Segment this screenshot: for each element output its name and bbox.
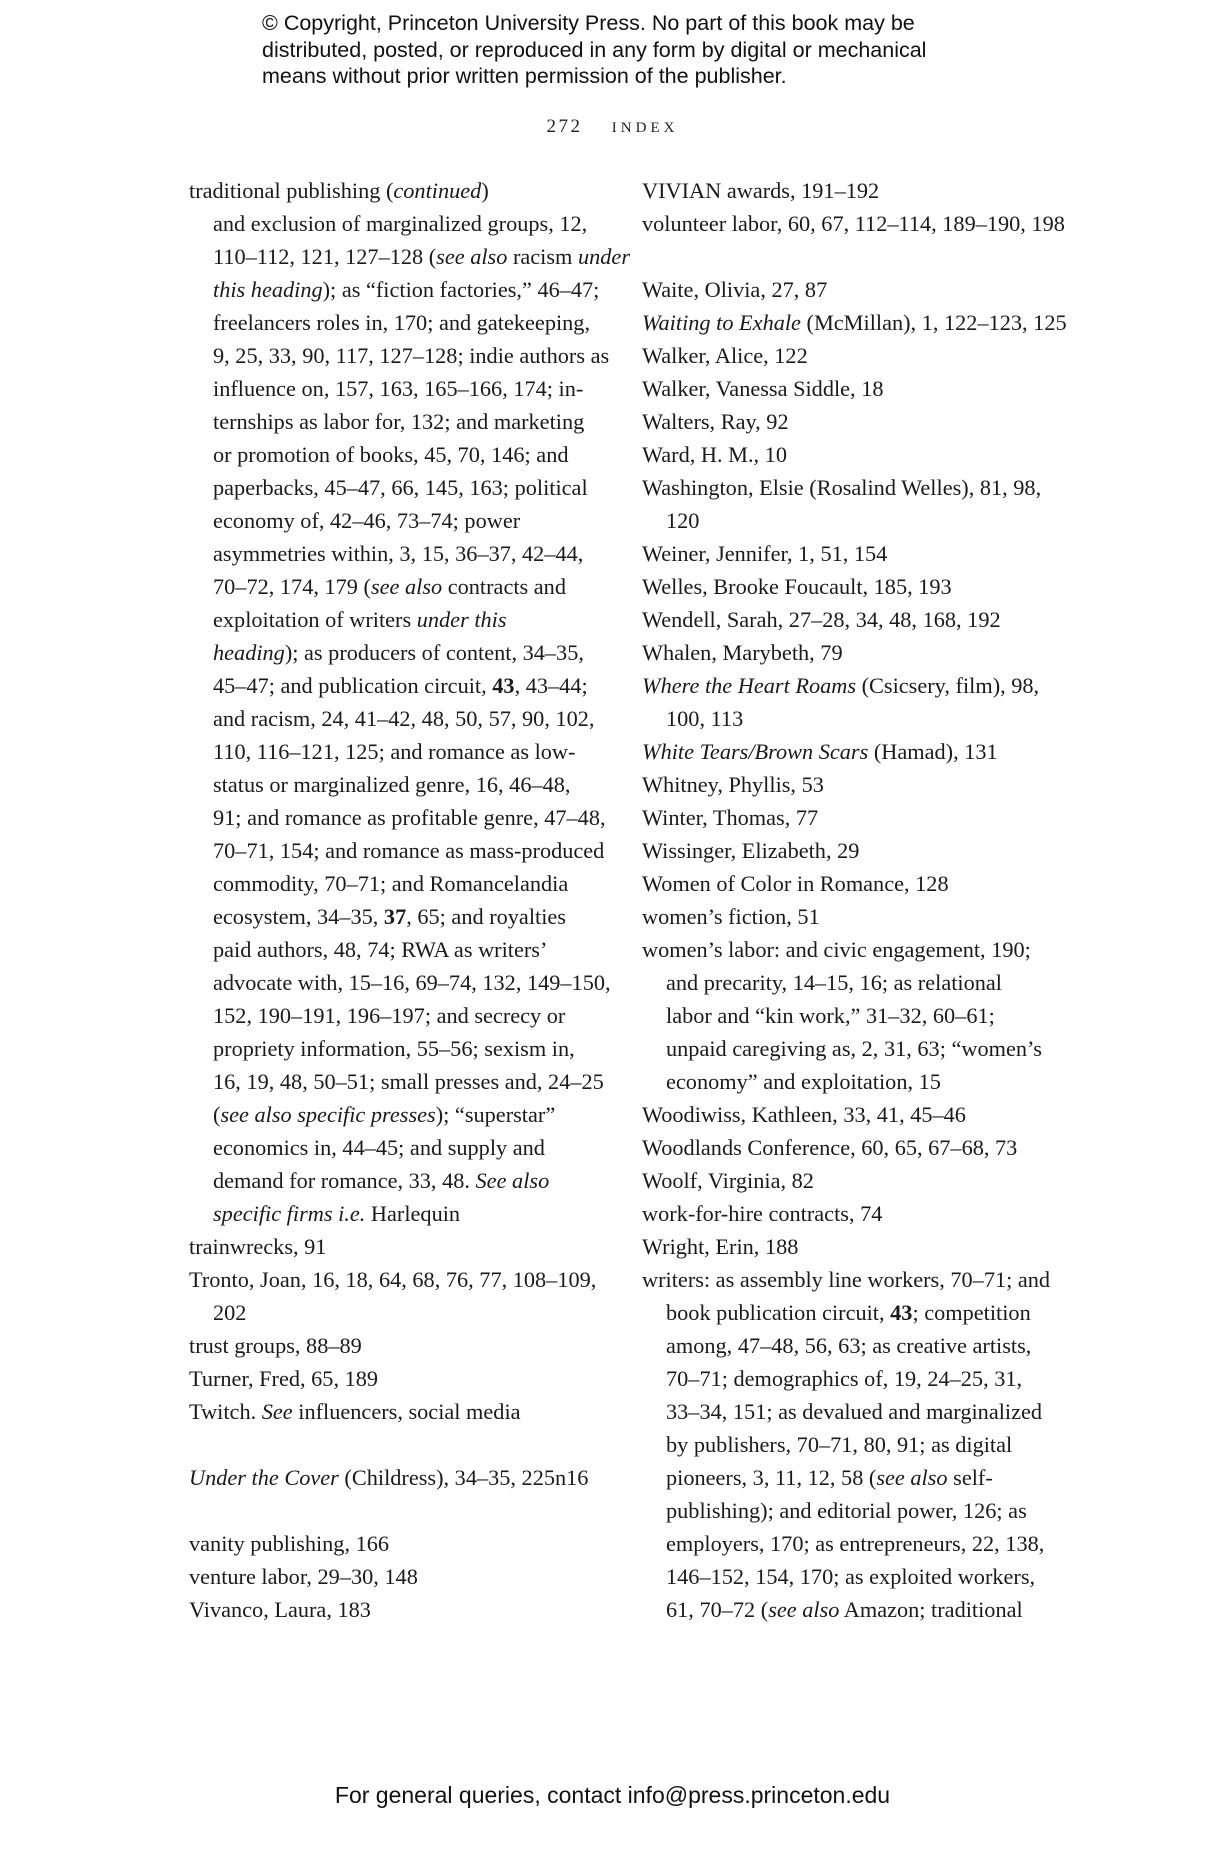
index-entry: work-for-hire contracts, 74 xyxy=(642,1201,883,1226)
footer-contact: For general queries, contact info@press.princeton.edu xyxy=(334,1782,891,1808)
index-entry: Turner, Fred, 65, 189 xyxy=(189,1366,379,1391)
index-entry-continuation: exploitation of writers under this xyxy=(213,607,507,632)
index-entry-continuation: 202 xyxy=(213,1300,247,1325)
index-entry: Washington, Elsie (Rosalind Welles), 81, 98, xyxy=(642,475,1042,500)
index-entry-continuation: propriety information, 55–56; sexism in, xyxy=(213,1036,575,1061)
index-entry: venture labor, 29–30, 148 xyxy=(189,1564,418,1589)
index-entry: Under the Cover (Childress), 34–35, 225n16 xyxy=(189,1465,589,1490)
index-entry: trust groups, 88–89 xyxy=(189,1333,362,1358)
index-entry: writers: as assembly line workers, 70–71; and xyxy=(642,1267,1051,1292)
index-entry: Wendell, Sarah, 27–28, 34, 48, 168, 192 xyxy=(642,607,1001,632)
index-entry-continuation: 70–72, 174, 179 (see also contracts and xyxy=(213,574,566,599)
index-entry: Waite, Olivia, 27, 87 xyxy=(642,277,828,302)
index-entry: Woolf, Virginia, 82 xyxy=(642,1168,814,1193)
index-entry: women’s fiction, 51 xyxy=(642,904,820,929)
index-entry: women’s labor: and civic engagement, 190; xyxy=(642,937,1031,962)
index-entry-continuation: unpaid caregiving as, 2, 31, 63; “women’s xyxy=(666,1036,1042,1061)
index-column-left xyxy=(189,174,631,1626)
index-entry-continuation: paid authors, 48, 74; RWA as writers’ xyxy=(213,937,548,962)
copyright-line: distributed, posted, or reproduced in any form by digital or mechanical xyxy=(262,37,927,62)
running-head xyxy=(0,112,1225,138)
index-entry: Walker, Alice, 122 xyxy=(642,343,808,368)
index-entry: vanity publishing, 166 xyxy=(189,1531,390,1556)
index-entry-continuation: 146–152, 154, 170; as exploited workers, xyxy=(666,1564,1036,1589)
index-entry: Women of Color in Romance, 128 xyxy=(642,871,949,896)
index-entry: Tronto, Joan, 16, 18, 64, 68, 76, 77, 108–109, xyxy=(189,1267,597,1292)
index-entry-continuation: asymmetries within, 3, 15, 36–37, 42–44, xyxy=(213,541,584,566)
index-entry-continuation: by publishers, 70–71, 80, 91; as digital xyxy=(666,1432,1013,1457)
index-entry: Woodlands Conference, 60, 65, 67–68, 73 xyxy=(642,1135,1018,1160)
index-entry: Whitney, Phyllis, 53 xyxy=(642,772,824,797)
index-entry-continuation: 70–71; demographics of, 19, 24–25, 31, xyxy=(666,1366,1023,1391)
index-entry: Welles, Brooke Foucault, 185, 193 xyxy=(642,574,952,599)
index-entry: trainwrecks, 91 xyxy=(189,1234,327,1259)
index-entry: White Tears/Brown Scars (Hamad), 131 xyxy=(642,739,998,764)
index-entry-continuation: influence on, 157, 163, 165–166, 174; in- xyxy=(213,376,584,401)
index-entry-continuation: and racism, 24, 41–42, 48, 50, 57, 90, 102, xyxy=(213,706,595,731)
index-entry-continuation: 70–71, 154; and romance as mass-produced xyxy=(213,838,605,863)
index-entry: Wissinger, Elizabeth, 29 xyxy=(642,838,860,863)
index-entry-continuation: labor and “kin work,” 31–32, 60–61; xyxy=(666,1003,995,1028)
index-entry-continuation: economy” and exploitation, 15 xyxy=(666,1069,941,1094)
index-entry-continuation: or promotion of books, 45, 70, 146; and xyxy=(213,442,569,467)
index-entry: Walters, Ray, 92 xyxy=(642,409,789,434)
index-entry-continuation: 61, 70–72 (see also Amazon; traditional xyxy=(666,1597,1023,1622)
index-entry-continuation: heading); as producers of content, 34–35, xyxy=(213,640,584,665)
index-entry-continuation: economics in, 44–45; and supply and xyxy=(213,1135,545,1160)
index-entry-continuation: 100, 113 xyxy=(666,706,744,731)
index-entry: Woodiwiss, Kathleen, 33, 41, 45–46 xyxy=(642,1102,966,1127)
index-entry: Walker, Vanessa Siddle, 18 xyxy=(642,376,884,401)
copyright-line: © Copyright, Princeton University Press. No part of this book may be xyxy=(262,11,915,35)
index-entry: traditional publishing (continued) xyxy=(189,178,489,203)
index-entry-continuation: status or marginalized genre, 16, 46–48, xyxy=(213,772,571,797)
index-entry-continuation: (see also specific presses); “superstar” xyxy=(213,1102,556,1127)
index-entry-continuation: publishing); and editorial power, 126; as xyxy=(666,1498,1027,1523)
index-entry-continuation: economy of, 42–46, 73–74; power xyxy=(213,508,521,533)
copyright-notice xyxy=(262,10,982,90)
index-entry-continuation: paperbacks, 45–47, 66, 145, 163; political xyxy=(213,475,588,500)
index-entry-continuation: advocate with, 15–16, 69–74, 132, 149–150, xyxy=(213,970,611,995)
index-entry-continuation: 45–47; and publication circuit, 43, 43–44; xyxy=(213,673,588,698)
index-entry: Whalen, Marybeth, 79 xyxy=(642,640,843,665)
index-entry: Weiner, Jennifer, 1, 51, 154 xyxy=(642,541,888,566)
index-entry: Waiting to Exhale (McMillan), 1, 122–123, 125 xyxy=(642,310,1067,335)
index-entry-continuation: 33–34, 151; as devalued and marginalized xyxy=(666,1399,1043,1424)
index-entry-continuation: 152, 190–191, 196–197; and secrecy or xyxy=(213,1003,566,1028)
index-entry-continuation: this heading); as “fiction factories,” 46–47; xyxy=(213,277,600,302)
index-entry-continuation: 16, 19, 48, 50–51; small presses and, 24–25 xyxy=(213,1069,604,1094)
index-entry-continuation: employers, 170; as entrepreneurs, 22, 138, xyxy=(666,1531,1045,1556)
index-entry-continuation: book publication circuit, 43; competition xyxy=(666,1300,1031,1325)
index-entry-continuation: ternships as labor for, 132; and marketing xyxy=(213,409,585,434)
entry-group-gap xyxy=(189,1494,609,1527)
page-title: index xyxy=(611,112,679,137)
index-entry-continuation: pioneers, 3, 11, 12, 58 (see also self- xyxy=(666,1465,993,1490)
index-entry: Ward, H. M., 10 xyxy=(642,442,787,467)
index-entry: Twitch. See influencers, social media xyxy=(189,1399,521,1424)
index-entry-continuation: and precarity, 14–15, 16; as relational xyxy=(666,970,1002,995)
copyright-line: means without prior written permission of the publisher. xyxy=(262,64,787,88)
index-entry-continuation: freelancers roles in, 170; and gatekeeping, xyxy=(213,310,591,335)
index-entry-continuation: 110, 116–121, 125; and romance as low- xyxy=(213,739,576,764)
page-number: 272 xyxy=(546,116,583,137)
entry-group-gap xyxy=(189,1428,609,1461)
index-entry-continuation: 120 xyxy=(666,508,700,533)
index-entry: Winter, Thomas, 77 xyxy=(642,805,819,830)
index-entry-continuation: 110–112, 121, 127–128 (see also racism under xyxy=(213,244,631,269)
index-entry-continuation: among, 47–48, 56, 63; as creative artists, xyxy=(666,1333,1032,1358)
index-entry-continuation: and exclusion of marginalized groups, 12, xyxy=(213,211,588,236)
index-entry-continuation: commodity, 70–71; and Romancelandia xyxy=(213,871,569,896)
index-entry: Vivanco, Laura, 183 xyxy=(189,1597,371,1622)
index-entry: Wright, Erin, 188 xyxy=(642,1234,799,1259)
entry-group-gap xyxy=(642,240,1062,273)
index-entry-continuation: ecosystem, 34–35, 37, 65; and royalties xyxy=(213,904,566,929)
index-entry: VIVIAN awards, 191–192 xyxy=(642,178,880,203)
index-entry-continuation: 9, 25, 33, 90, 117, 127–128; indie authors as xyxy=(213,343,610,368)
index-entry-continuation: specific firms i.e. Harlequin xyxy=(213,1201,461,1226)
index-column-right xyxy=(642,174,1067,1626)
index-entry-continuation: demand for romance, 33, 48. See also xyxy=(213,1168,550,1193)
index-entry: volunteer labor, 60, 67, 112–114, 189–190, 198 xyxy=(642,211,1065,236)
index-entry: Where the Heart Roams (Csicsery, film), 98, xyxy=(642,673,1040,698)
index-entry-continuation: 91; and romance as profitable genre, 47–48, xyxy=(213,805,606,830)
